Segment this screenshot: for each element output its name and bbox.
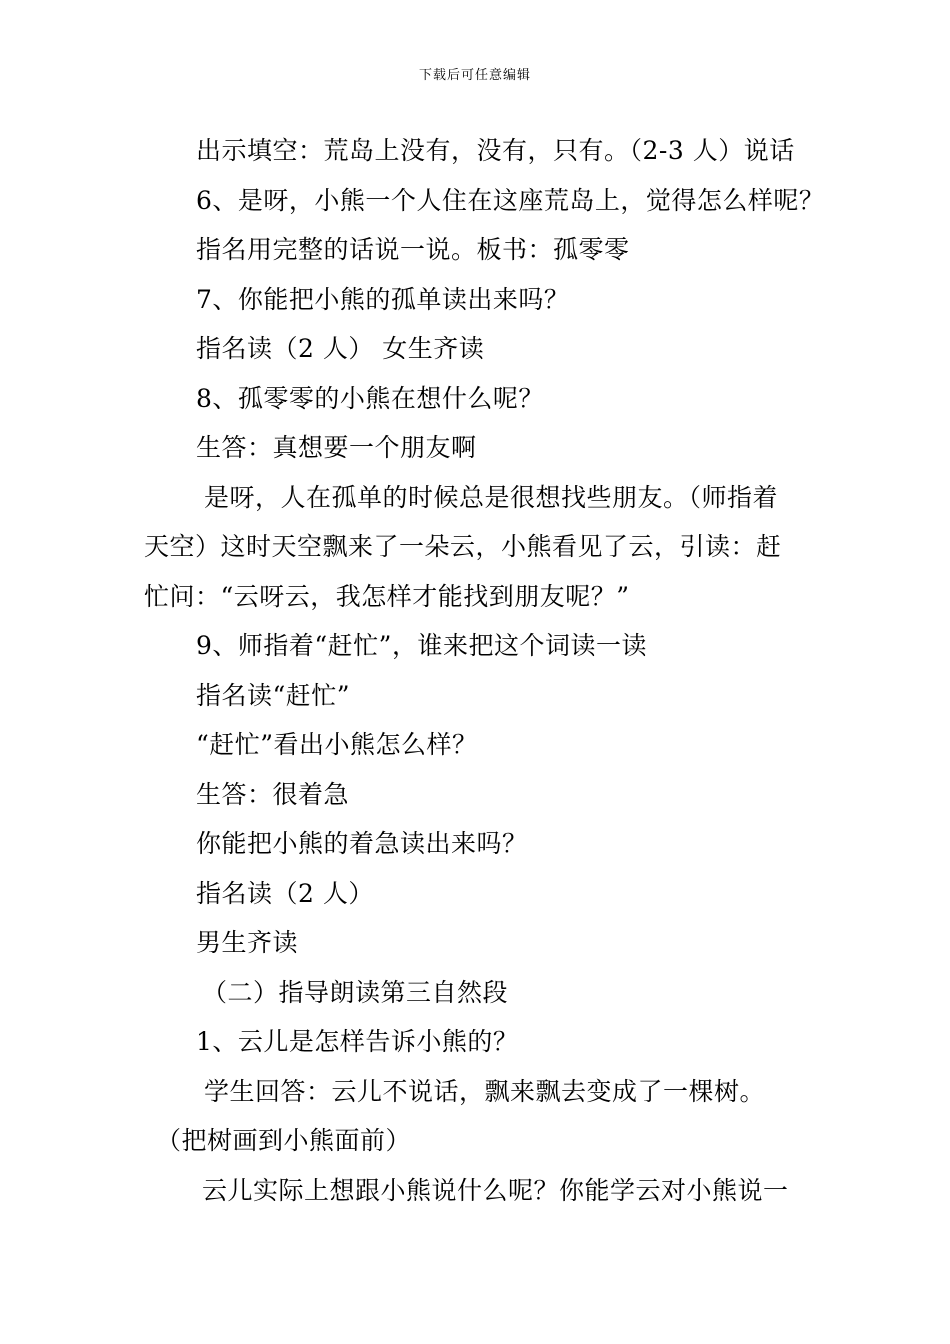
section-heading: （二）指导朗读第三自然段: [202, 977, 509, 1007]
paragraph-line: 男生齐读: [196, 928, 299, 957]
paragraph-line: 指名用完整的话说一说。板书：孤零零: [196, 235, 630, 264]
paragraph-line: 天空）这时天空飘来了一朵云，小熊看见了云，引读：赶: [144, 532, 782, 561]
paragraph-line: 你能把小熊的着急读出来吗？: [196, 829, 528, 858]
paragraph-line: 出示填空：荒岛上没有，没有，只有。（2-3 人）说话: [196, 136, 795, 165]
document-body: [144, 126, 825, 1215]
paragraph-line: 指名读（2 人）: [196, 878, 374, 908]
paragraph-line: “赶忙”看出小熊怎么样？: [196, 730, 478, 759]
paragraph-line: 忙问：“云呀云，我怎样才能找到朋友呢？”: [144, 581, 630, 611]
paragraph-line: 生答：很着急: [196, 779, 350, 809]
paragraph-line: 7、你能把小熊的孤单读出来吗？: [196, 284, 570, 314]
paragraph-line: 9、师指着“赶忙”，谁来把这个词读一读: [196, 631, 647, 660]
paragraph-line: 生答：真想要一个朋友啊: [196, 433, 477, 462]
paragraph-line: 8、孤零零的小熊在想什么呢？: [196, 383, 544, 413]
paragraph-line: （把树画到小熊面前）: [156, 1126, 412, 1155]
paragraph-line: 指名读（2 人） 女生齐读: [196, 334, 485, 363]
page-header: 下载后可任意编辑: [418, 68, 531, 83]
paragraph-line: 1、云儿是怎样告诉小熊的？: [196, 1027, 519, 1056]
paragraph-line: 云儿实际上想跟小熊说什么呢？你能学云对小熊说一: [202, 1175, 789, 1205]
paragraph-line: 指名读“赶忙”: [196, 680, 351, 710]
paragraph-line: 学生回答：云儿不说话，飘来飘去变成了一棵树。: [204, 1076, 766, 1106]
paragraph-line: 6、是呀，小熊一个人住在这座荒岛上，觉得怎么样呢？: [196, 185, 825, 215]
paragraph-line: 是呀，人在孤单的时候总是很想找些朋友。（师指着: [204, 482, 779, 512]
